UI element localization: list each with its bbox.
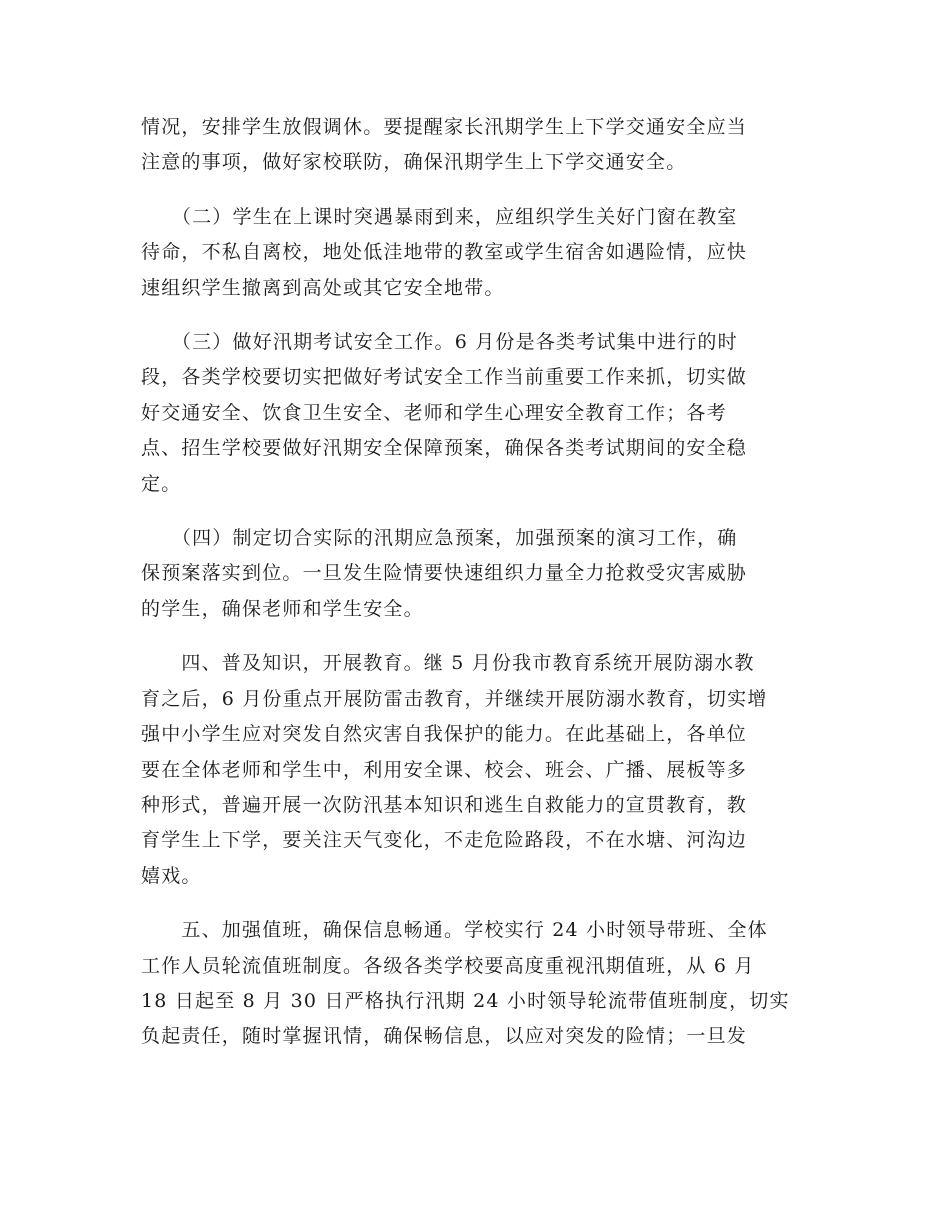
- text-line: 保预案落实到位。一旦发生险情要快速组织力量全力抢救受灾害威胁: [141, 562, 748, 585]
- paragraph-exam-safety: [141, 325, 811, 502]
- text-line: 五、加强值班，确保信息畅通。学校实行 24 小时领导带班、全体: [141, 919, 768, 942]
- text-line: （四）制定切合实际的汛期应急预案，加强预案的演习工作，确: [141, 527, 738, 550]
- text-line: 段，各类学校要切实把做好考试安全工作当前重要工作来抓，切实做: [141, 366, 748, 389]
- text-line: 定。: [141, 472, 182, 495]
- text-line: 注意的事项，做好家校联防，确保汛期学生上下学交通安全。: [141, 151, 687, 174]
- text-line: 嬉戏。: [141, 864, 202, 887]
- paragraph-rainstorm-class: [141, 200, 811, 306]
- text-line: 情况，安排学生放假调休。要提醒家长汛期学生上下学交通安全应当: [141, 116, 748, 138]
- text-line: 待命，不私自离校，地处低洼地带的教室或学生宿舍如遇险情，应快: [141, 241, 748, 264]
- text-line: 好交通安全、饮食卫生安全、老师和学生心理安全教育工作；各考: [141, 401, 727, 424]
- text-line: 负起责任，随时掌握讯情，确保畅信息，以应对突发的险情；一旦发: [141, 1025, 748, 1048]
- text-line: 四、普及知识，开展教育。继 5 月份我市教育系统开展防溺水教: [141, 652, 755, 675]
- text-line: 的学生，确保老师和学生安全。: [141, 597, 424, 620]
- text-line: 速组织学生撤离到高处或其它安全地带。: [141, 276, 505, 299]
- text-line: 工作人员轮流值班制度。各级各类学校要高度重视汛期值班，从 6 月: [141, 954, 755, 977]
- text-line: （三）做好汛期考试安全工作。6 月份是各类考试集中进行的时: [141, 331, 738, 354]
- text-line: 要在全体老师和学生中，利用安全课、校会、班会、广播、展板等多: [141, 758, 748, 781]
- text-line: 点、招生学校要做好汛期安全保障预案，确保各类考试期间的安全稳: [141, 437, 748, 460]
- paragraph-emergency-plan: [141, 521, 811, 627]
- text-line: 18 日起至 8 月 30 日严格执行汛期 24 小时领导轮流带值班制度，切实: [141, 989, 790, 1012]
- paragraph-education: [141, 646, 811, 894]
- text-line: （二）学生在上课时突遇暴雨到来，应组织学生关好门窗在教室: [141, 205, 738, 228]
- paragraph-traffic-safety: [141, 110, 811, 181]
- text-line: 育学生上下学，要关注天气变化，不走危险路段，不在水塘、河沟边: [141, 829, 748, 852]
- text-line: 种形式，普遍开展一次防汛基本知识和逃生自救能力的宣贯教育，教: [141, 793, 748, 816]
- text-line: 强中小学生应对突发自然灾害自我保护的能力。在此基础上，各单位: [141, 723, 748, 746]
- text-line: 育之后，6 月份重点开展防雷击教育，并继续开展防溺水教育，切实增: [141, 687, 768, 710]
- paragraph-duty-roster: [141, 913, 811, 1055]
- document-body: [141, 110, 811, 1074]
